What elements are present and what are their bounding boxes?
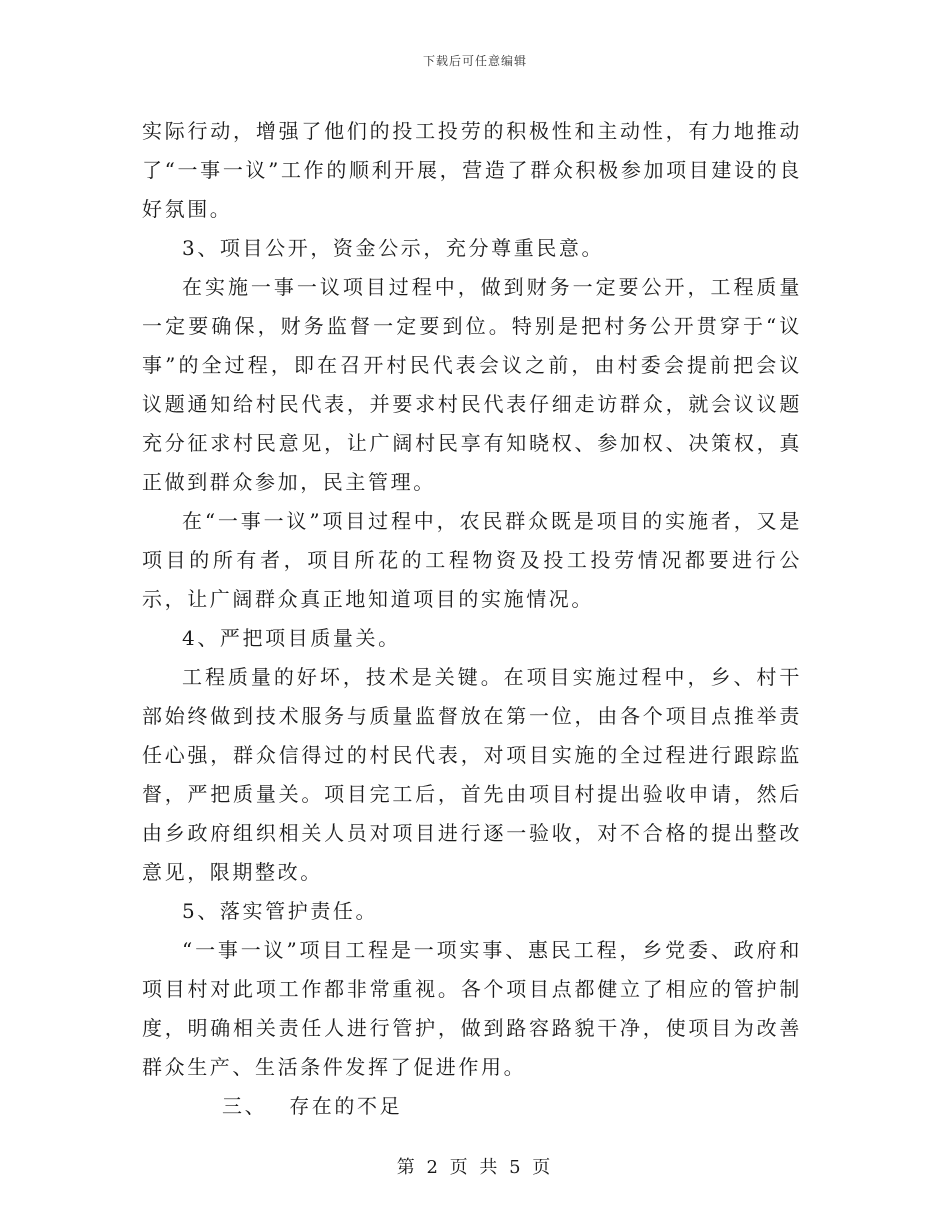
paragraph-quality-control: 工程质量的好坏，技术是关键。在项目实施过程中，乡、村干部始终做到技术服务与质量监督放在第一位，由各个项目点推举责任心强，群众信得过的村民代表，对项目实施的全过程进行跟踪监督，严把质量关。项目完工后，首先由项目村提出验收申请，然后由乡政府组织相关人员对项目进行逐一验收，对不合格的提出整改意见，限期整改。 [142, 665, 802, 884]
paragraph-continuation: 实际行动，增强了他们的投工投劳的积极性和主动性，有力地推动了“一事一议”工作的顺利开展，营造了群众积极参加项目建设的良好氛围。 [142, 119, 802, 221]
paragraph-financial-disclosure: 在实施一事一议项目过程中，做到财务一定要公开，工程质量一定要确保，财务监督一定要到位。特别是把村务公开贯穿于“议事”的全过程，即在召开村民代表会议之前，由村委会提前把会议议题通知给村民代表，并要求村民代表仔细走访群众，就会议议题充分征求村民意见，让广阔村民享有知晓权、参加权、决策权，真正做到群众参加，民主管理。 [142, 275, 802, 494]
page-footer: 第 2 页 共 5 页 [396, 1157, 554, 1178]
paragraph-public-notice: 在“一事一议”项目过程中，农民群众既是项目的实施者，又是项目的所有者，项目所花的工程物资及投工投劳情况都要进行公示，让广阔群众真正地知道项目的实施情况。 [142, 509, 802, 611]
subheading-5: 5、落实管护责任。 [182, 899, 379, 923]
header-note: 下载后可任意编辑 [422, 54, 527, 68]
section-heading [142, 1087, 802, 1126]
paragraph-maintenance: “一事一议”项目工程是一项实事、惠民工程，乡党委、政府和项目村对此项工作都非常重视。各个项目点都健立了相应的管护制度，明确相关责任人进行管护，做到路容路貌干净，使项目为改善群众生产、生活条件发挥了促进作用。 [142, 938, 802, 1079]
subheading-4: 4、严把项目质量关。 [182, 626, 401, 650]
document-body [142, 112, 802, 1126]
section-number: 三、 [222, 1094, 268, 1118]
section-title: 存在的不足 [289, 1094, 403, 1118]
subheading-3: 3、项目公开，资金公示，充分尊重民意。 [182, 236, 605, 260]
